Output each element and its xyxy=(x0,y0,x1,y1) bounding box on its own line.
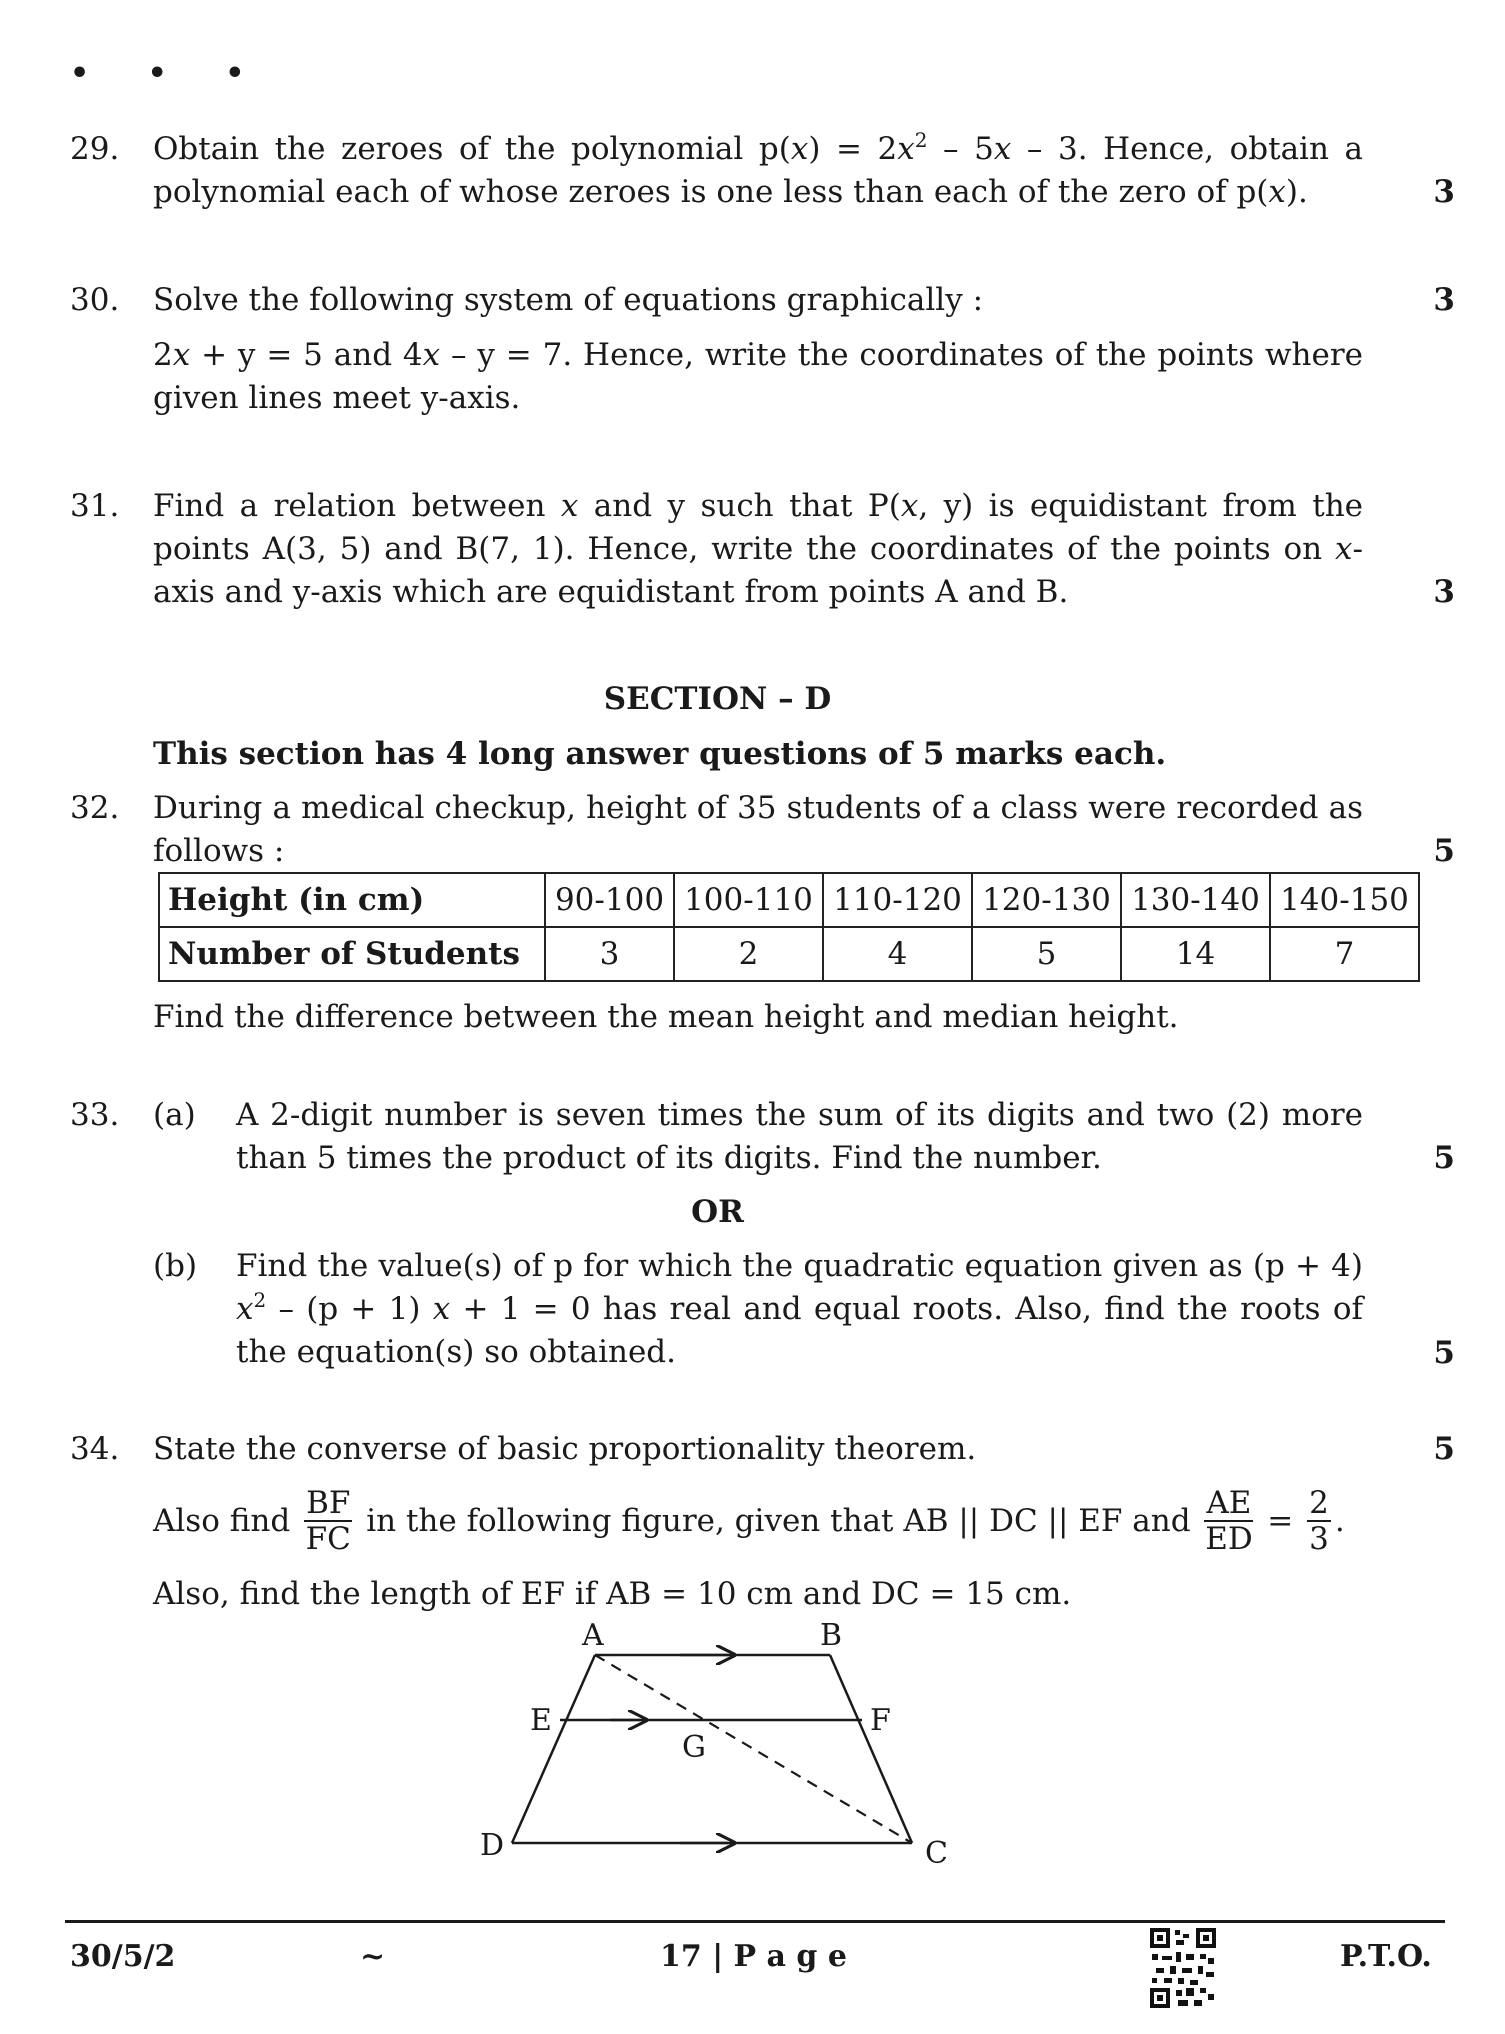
label-g: G xyxy=(682,1730,706,1765)
table-row xyxy=(159,927,1419,981)
question-29-marks: 3 xyxy=(1433,174,1455,210)
table-cell: 90-100 xyxy=(545,873,674,927)
question-29-number: 29. xyxy=(70,131,120,167)
table-cell: 110-120 xyxy=(823,873,972,927)
table-cell: 100-110 xyxy=(674,873,823,927)
question-33a-label: (a) xyxy=(153,1097,196,1133)
table-cell: 14 xyxy=(1121,927,1270,981)
question-33a-marks: 5 xyxy=(1433,1140,1455,1176)
question-33a-text: A 2-digit number is seven times the sum of its digits and two (2) more than 5 times the product of its digits. Find the number. xyxy=(236,1097,1363,1176)
question-32-text: During a medical checkup, height of 35 students of a class were recorded as follows : xyxy=(153,790,1363,869)
segment-ad xyxy=(512,1655,595,1843)
question-34-line3: Also, find the length of EF if AB = 10 cm and DC = 15 cm. xyxy=(153,1576,1072,1612)
label-e: E xyxy=(530,1703,552,1738)
fraction-ae-ed: $\frac{AE}{ED}$ xyxy=(1205,1485,1253,1557)
footer-divider xyxy=(65,1920,1445,1923)
question-31-number: 31. xyxy=(70,488,120,524)
paper-code: 30/5/2 xyxy=(70,1939,176,1974)
question-30-number: 30. xyxy=(70,282,120,318)
footer-tilde: ~ xyxy=(360,1939,386,1974)
label-c: C xyxy=(925,1836,948,1871)
section-title: SECTION – D xyxy=(603,681,832,717)
question-34-number: 34. xyxy=(70,1431,120,1467)
question-29-text: Obtain the zeroes of the polynomial $p(x) = 2x^2 - 5x - 3$. Hence, obtain a polynomial each of whose zeroes is one less than each of the zero of p(x). xyxy=(153,128,1363,210)
table-header-students: Number of Students xyxy=(159,927,545,981)
table-cell: 5 xyxy=(972,927,1121,981)
question-32-marks: 5 xyxy=(1433,833,1455,869)
fraction-bf-fc: $\frac{BF}{FC}$ xyxy=(305,1485,351,1557)
trapezium-figure xyxy=(480,1615,1020,1880)
table-cell: 2 xyxy=(674,927,823,981)
table-cell: 4 xyxy=(823,927,972,981)
diagonal-ac xyxy=(595,1655,912,1843)
question-30-marks: 3 xyxy=(1433,282,1455,318)
section-subtitle: This section has 4 long answer questions of 5 marks each. xyxy=(153,736,1167,772)
table-cell: 7 xyxy=(1270,927,1419,981)
question-32-followup: Find the difference between the mean height and median height. xyxy=(153,999,1179,1035)
table-cell: 140-150 xyxy=(1270,873,1419,927)
question-33b-marks: 5 xyxy=(1433,1335,1455,1371)
fraction-two-thirds: $\frac{2}{3}$ xyxy=(1309,1485,1329,1557)
question-33-number: 33. xyxy=(70,1097,120,1133)
label-d: D xyxy=(480,1828,505,1863)
label-b: B xyxy=(820,1618,843,1653)
question-33b-text: Find the value(s) of p for which the quadratic equation given as (p + 4) $x^2 - (p + 1) x + 1 = 0$ has real and equal roots. Also, find the roots of the equation(s) so obtained. xyxy=(236,1248,1363,1370)
table-cell: 3 xyxy=(545,927,674,981)
question-30-text: 2x + y = 5 and 4x – y = 7. Hence, write the coordinates of the points where given lines meet y-axis. xyxy=(153,337,1364,416)
table-cell: 120-130 xyxy=(972,873,1121,927)
page-number: 17 | P a g e xyxy=(660,1939,847,1974)
segment-bc xyxy=(830,1655,912,1843)
table-row xyxy=(159,873,1419,927)
table-header-height: Height (in cm) xyxy=(159,873,545,927)
please-turn-over: P.T.O. xyxy=(1340,1939,1432,1974)
height-frequency-table xyxy=(158,872,1420,982)
question-34-marks: 5 xyxy=(1433,1431,1455,1467)
label-a: A xyxy=(582,1618,604,1653)
qr-code-icon xyxy=(1150,1928,1216,2008)
question-32-number: 32. xyxy=(70,790,120,826)
table-cell: 130-140 xyxy=(1121,873,1270,927)
question-31-text: Find a relation between x and y such that P(x, y) is equidistant from the points A(3, 5) and B(7, 1). Hence, write the coordinates of the points on x-axis and y-axis which are equidistant from points A and B. xyxy=(153,488,1363,610)
question-30-line1: Solve the following system of equations graphically : xyxy=(153,282,984,318)
question-34-line2: Also find $\frac{BF}{FC}$ in the following figure, given that AB || DC || EF and $\frac{AE}{ED}$ = $\frac{2}{3}$ . xyxy=(153,1485,1345,1557)
label-f: F xyxy=(870,1703,891,1738)
header-dots: • • • xyxy=(70,56,269,91)
question-33b-label: (b) xyxy=(153,1248,198,1284)
or-separator: OR xyxy=(691,1194,744,1230)
question-34-line1: State the converse of basic proportionality theorem. xyxy=(153,1431,977,1467)
question-31-marks: 3 xyxy=(1433,574,1455,610)
